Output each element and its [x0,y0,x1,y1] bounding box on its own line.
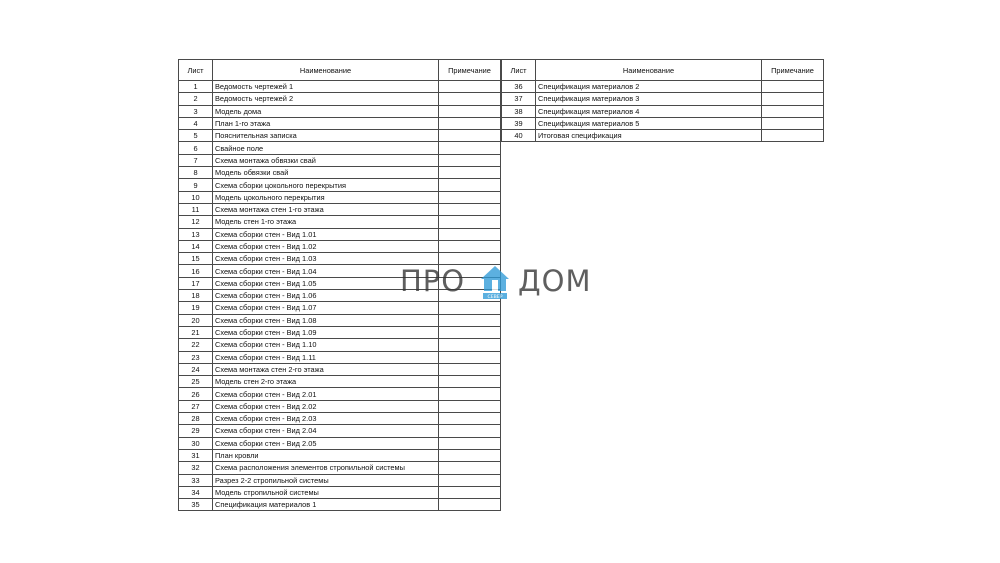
header-name: Наименование [213,60,439,81]
sheet-note-cell [439,216,501,228]
sheet-note-cell [762,81,824,93]
sheet-note-cell [762,93,824,105]
sheet-name-cell: Итоговая спецификация [536,130,762,142]
table-body-right [502,81,824,142]
sheet-number-cell: 6 [179,142,213,154]
sheet-name-cell: Спецификация материалов 4 [536,105,762,117]
sheet-note-cell [439,314,501,326]
sheet-name-cell: Разрез 2-2 стропильной системы [213,474,439,486]
table-row [179,339,501,351]
sheet-name-cell: Схема сборки стен - Вид 1.09 [213,326,439,338]
sheet-number-cell: 20 [179,314,213,326]
sheet-name-cell: Схема сборки стен - Вид 1.03 [213,253,439,265]
sheet-note-cell [439,81,501,93]
sheet-note-cell [439,240,501,252]
sheet-number-cell: 22 [179,339,213,351]
sheet-name-cell: Схема сборки стен - Вид 1.05 [213,277,439,289]
sheet-note-cell [439,154,501,166]
table-row [179,486,501,498]
sheet-name-cell: Схема сборки стен - Вид 1.02 [213,240,439,252]
table-row [179,105,501,117]
sheet-name-cell: Схема сборки стен - Вид 2.02 [213,400,439,412]
sheet-name-cell: Ведомость чертежей 2 [213,93,439,105]
sheet-number-cell: 17 [179,277,213,289]
sheet-note-cell [439,425,501,437]
pro-dom-watermark-logo [400,262,600,302]
sheet-name-cell: Схема сборки стен - Вид 1.06 [213,290,439,302]
table-row [179,400,501,412]
sheet-note-cell [762,130,824,142]
sheet-name-cell: Модель цокольного перекрытия [213,191,439,203]
sheet-name-cell: Схема расположения элементов стропильной системы [213,462,439,474]
table-row [179,93,501,105]
table-row [502,93,824,105]
table-header-row [502,60,824,81]
sheet-number-cell: 37 [502,93,536,105]
sheet-number-cell: 33 [179,474,213,486]
sheet-name-cell: Схема сборки стен - Вид 1.07 [213,302,439,314]
watermark-text-left: ПРО [400,264,466,298]
table-row [179,81,501,93]
table-row [179,449,501,461]
sheet-note-cell [439,179,501,191]
table-row [179,167,501,179]
sheet-number-cell: 27 [179,400,213,412]
sheet-note-cell [439,326,501,338]
table-row [179,302,501,314]
sheet-name-cell: Схема сборки стен - Вид 2.03 [213,413,439,425]
sheet-name-cell: Модель стропильной системы [213,486,439,498]
sheet-name-cell: Схема сборки стен - Вид 2.01 [213,388,439,400]
sheet-note-cell [439,117,501,129]
sheet-number-cell: 30 [179,437,213,449]
header-note: Примечание [439,60,501,81]
sheet-number-cell: 11 [179,203,213,215]
header-name: Наименование [536,60,762,81]
sheet-note-cell [439,363,501,375]
table-row [179,326,501,338]
sheet-name-cell: Схема сборки стен - Вид 1.11 [213,351,439,363]
sheet-note-cell [439,462,501,474]
sheet-note-cell [439,388,501,400]
sheet-name-cell: Схема монтажа обвязки свай [213,154,439,166]
sheet-number-cell: 16 [179,265,213,277]
table-row [179,142,501,154]
table-row [179,388,501,400]
table-row [179,216,501,228]
sheet-note-cell [762,117,824,129]
sheet-name-cell: Ведомость чертежей 1 [213,81,439,93]
sheet-note-cell [439,400,501,412]
table-row [179,363,501,375]
table-row [179,425,501,437]
sheet-note-cell [439,437,501,449]
sheet-number-cell: 34 [179,486,213,498]
sheet-number-cell: 26 [179,388,213,400]
table-row [179,154,501,166]
header-sheet: Лист [502,60,536,81]
sheet-note-cell [762,105,824,117]
sheet-number-cell: 38 [502,105,536,117]
table-row [179,191,501,203]
sheet-name-cell: Модель стен 2-го этажа [213,376,439,388]
sheet-number-cell: 28 [179,413,213,425]
sheet-number-cell: 5 [179,130,213,142]
sheet-note-cell [439,486,501,498]
sheet-note-cell [439,142,501,154]
sheet-number-cell: 1 [179,81,213,93]
sheet-note-cell [439,339,501,351]
sheet-number-cell: 8 [179,167,213,179]
sheet-note-cell [439,203,501,215]
sheet-number-cell: 24 [179,363,213,375]
table-row [179,351,501,363]
sheet-note-cell [439,167,501,179]
sheet-note-cell [439,130,501,142]
sheet-number-cell: 25 [179,376,213,388]
sheet-number-cell: 10 [179,191,213,203]
table-row [502,130,824,142]
sheet-name-cell: Свайное поле [213,142,439,154]
sheet-name-cell: Схема сборки цокольного перекрытия [213,179,439,191]
table-row [179,499,501,511]
sheet-number-cell: 29 [179,425,213,437]
table-row [179,413,501,425]
header-sheet: Лист [179,60,213,81]
sheet-number-cell: 13 [179,228,213,240]
sheet-number-cell: 3 [179,105,213,117]
header-note: Примечание [762,60,824,81]
sheet-note-cell [439,191,501,203]
sheet-number-cell: 19 [179,302,213,314]
sheet-number-cell: 40 [502,130,536,142]
sheet-name-cell: Схема сборки стен - Вид 1.04 [213,265,439,277]
sheet-note-cell [439,302,501,314]
house-icon [480,264,510,300]
sheet-number-cell: 4 [179,117,213,129]
table-row [179,228,501,240]
sheet-name-cell: Схема сборки стен - Вид 2.05 [213,437,439,449]
table-header-row [179,60,501,81]
sheet-note-cell [439,228,501,240]
sheet-name-cell: Модель дома [213,105,439,117]
table-row [502,81,824,93]
table-row [179,437,501,449]
sheet-name-cell: Схема сборки стен - Вид 1.08 [213,314,439,326]
sheet-note-cell [439,474,501,486]
table-row [179,314,501,326]
sheet-name-cell: Модель обвязки свай [213,167,439,179]
sheet-note-cell [439,449,501,461]
sheet-number-cell: 36 [502,81,536,93]
sheet-number-cell: 23 [179,351,213,363]
sheet-name-cell: Схема монтажа стен 2-го этажа [213,363,439,375]
sheet-note-cell [439,93,501,105]
table-row [179,203,501,215]
sheet-number-cell: 39 [502,117,536,129]
sheet-number-cell: 7 [179,154,213,166]
sheet-name-cell: Спецификация материалов 5 [536,117,762,129]
sheet-number-cell: 9 [179,179,213,191]
sheet-number-cell: 35 [179,499,213,511]
sheet-name-cell: План кровли [213,449,439,461]
table-row [502,117,824,129]
sheet-number-cell: 15 [179,253,213,265]
sheet-name-cell: Пояснительная записка [213,130,439,142]
sheet-number-cell: 2 [179,93,213,105]
table-row [179,130,501,142]
sheet-name-cell: Спецификация материалов 1 [213,499,439,511]
drawings-list-table-right [501,59,824,142]
sheet-note-cell [439,351,501,363]
sheet-number-cell: 12 [179,216,213,228]
table-row [502,105,824,117]
sheet-name-cell: Схема монтажа стен 1-го этажа [213,203,439,215]
sheet-number-cell: 31 [179,449,213,461]
sheet-note-cell [439,499,501,511]
sheet-note-cell [439,376,501,388]
table-row [179,474,501,486]
sheet-name-cell: План 1-го этажа [213,117,439,129]
sheet-name-cell: Спецификация материалов 3 [536,93,762,105]
sheet-name-cell: Схема сборки стен - Вид 1.10 [213,339,439,351]
sheet-number-cell: 32 [179,462,213,474]
table-row [179,240,501,252]
sheet-number-cell: 18 [179,290,213,302]
watermark-text-right: ДОМ [518,264,592,298]
table-row [179,376,501,388]
sheet-name-cell: Схема сборки стен - Вид 1.01 [213,228,439,240]
sheet-note-cell [439,413,501,425]
sheet-number-cell: 21 [179,326,213,338]
sheet-name-cell: Спецификация материалов 2 [536,81,762,93]
watermark-badge-text: СЕВЕР [487,295,503,300]
sheet-name-cell: Схема сборки стен - Вид 2.04 [213,425,439,437]
table-row [179,179,501,191]
sheet-name-cell: Модель стен 1-го этажа [213,216,439,228]
sheet-number-cell: 14 [179,240,213,252]
sheet-note-cell [439,105,501,117]
table-row [179,117,501,129]
table-row [179,462,501,474]
